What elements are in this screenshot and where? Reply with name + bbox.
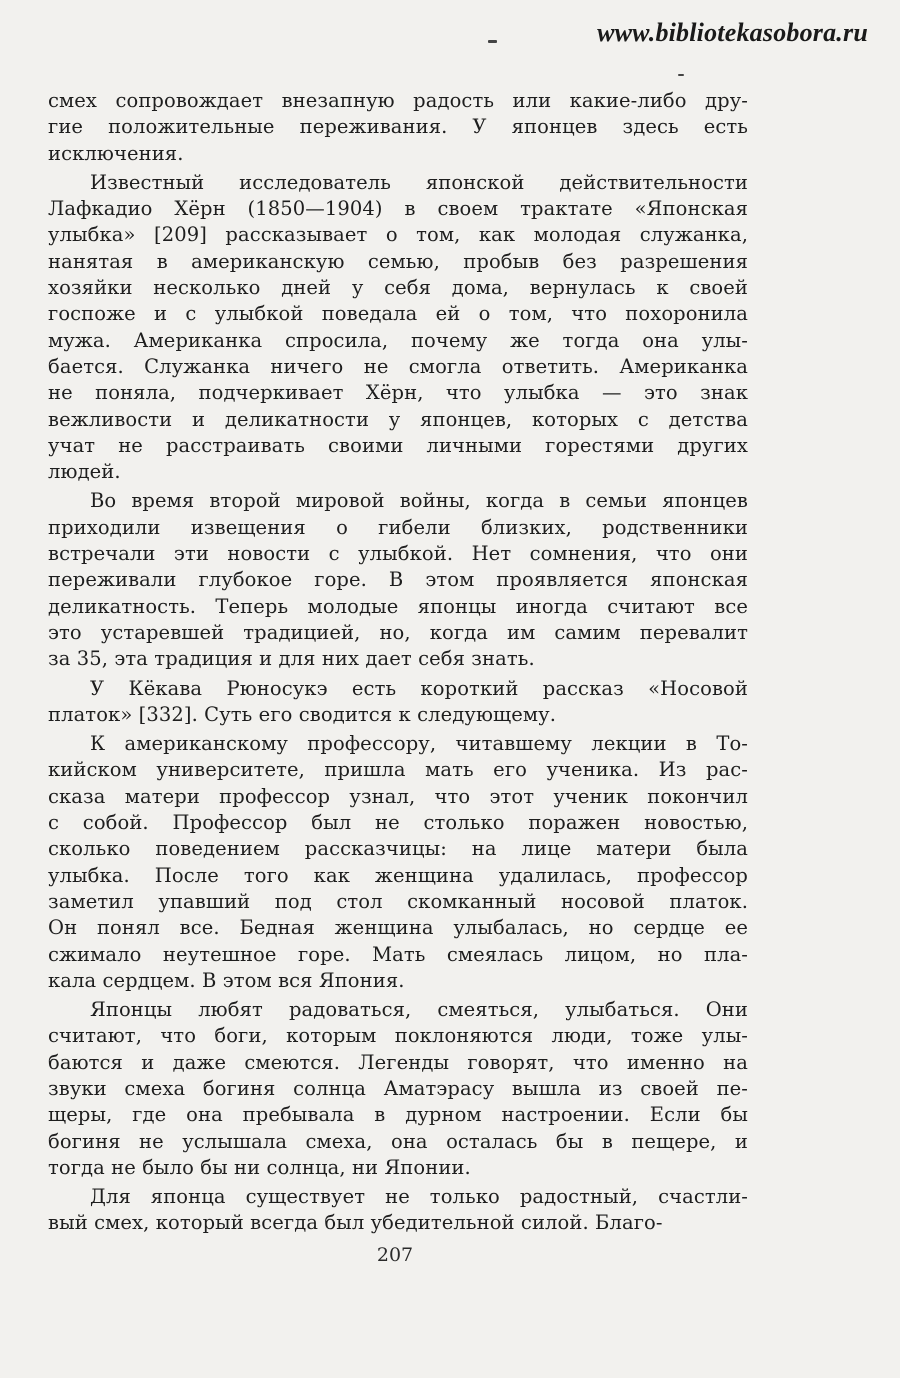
text-line: сказа матери профессор узнал, что этот ученик покончил <box>48 784 748 808</box>
watermark: www.bibliotekasobora.ru <box>597 18 868 47</box>
text-line: богиня не услышала смеха, она осталась бы в пещере, и <box>48 1129 748 1153</box>
text-line: приходили извещения о гибели близких, родственники <box>48 515 748 539</box>
text-line: Он понял все. Бедная женщина улыбалась, но сердце ее <box>48 916 748 940</box>
text-line: это устаревшей традицией, но, когда им самим перевалит <box>48 620 748 644</box>
page-body <box>48 88 748 1237</box>
text-line: переживали глубокое горе. В этом проявляется японская <box>48 568 748 592</box>
text-line: платок» [332]. Суть его сводится к следующему. <box>48 702 557 726</box>
text-line: гие положительные переживания. У японцев здесь есть <box>48 115 748 139</box>
text-line: кала сердцем. В этом вся Япония. <box>48 968 405 992</box>
text-line: с собой. Профессор был не столько поражен новостью, <box>48 811 748 835</box>
text-line: кийском университете, пришла мать его ученика. Из рас- <box>48 758 748 782</box>
text-line: нанятая в американскую семью, пробыв без разрешения <box>48 249 748 273</box>
paragraph <box>48 170 748 486</box>
text-line: деликатность. Теперь молодые японцы иногда считают все <box>48 594 748 618</box>
text-line: смех сопровождает внезапную радость или какие-либо дру- <box>48 89 748 112</box>
text-line: сжимало неутешное горе. Мать смеялась лицом, но пла- <box>48 942 748 966</box>
paragraph <box>48 1184 748 1237</box>
text-line: встречали эти новости с улыбкой. Нет сомнения, что они <box>48 542 748 566</box>
paragraph <box>48 88 748 167</box>
text-line: исключения. <box>48 141 184 165</box>
text-line: Во время второй мировой войны, когда в семьи японцев <box>90 489 748 513</box>
text-line: сколько поведением рассказчицы: на лице матери была <box>48 837 748 861</box>
text-line: вый смех, который всегда был убедительной силой. Благо- <box>48 1211 663 1235</box>
print-speck <box>678 74 684 76</box>
print-speck <box>488 40 497 43</box>
paragraph <box>48 488 748 672</box>
text-line: Для японца существует не только радостный, счастли- <box>90 1185 748 1209</box>
text-line: за 35, эта традиция и для них дает себя знать. <box>48 647 535 671</box>
text-line: Известный исследователь японской действительности <box>90 170 748 194</box>
text-line: учат не расстраивать своими личными горестями других <box>48 433 748 457</box>
text-line: заметил упавший под стол скомканный носовой платок. <box>48 889 748 913</box>
text-line: Лафкадио Хёрн (1850—1904) в своем трактате «Японская <box>48 197 748 221</box>
paragraph <box>48 731 748 994</box>
text-line: К американскому профессору, читавшему лекции в То- <box>90 732 748 756</box>
text-line: не поняла, подчеркивает Хёрн, что улыбка — это знак <box>48 381 748 405</box>
text-line: мужа. Американка спросила, почему же тогда она улы- <box>48 328 748 352</box>
text-line: считают, что боги, которым поклоняются люди, тоже улы- <box>48 1024 748 1048</box>
text-line: вежливости и деликатности у японцев, которых с детства <box>48 407 748 431</box>
text-line: бается. Служанка ничего не смогла ответить. Американка <box>48 354 748 378</box>
paragraph <box>48 676 748 729</box>
text-line: звуки смеха богиня солнца Аматэрасу вышла из своей пе- <box>48 1076 748 1100</box>
text-line: баются и даже смеются. Легенды говорят, что именно на <box>48 1050 748 1074</box>
text-line: Японцы любят радоваться, смеяться, улыбаться. Они <box>90 998 748 1022</box>
text-line: людей. <box>48 460 121 484</box>
text-line: улыбка» [209] рассказывает о том, как молодая служанка, <box>48 223 748 247</box>
text-line: тогда не было бы ни солнца, ни Японии. <box>48 1155 471 1179</box>
page-number: 207 <box>376 1244 414 1266</box>
paragraph <box>48 997 748 1181</box>
text-line: хозяйки несколько дней у себя дома, вернулась к своей <box>48 276 748 300</box>
text-line: улыбка. После того как женщина удалилась, профессор <box>48 863 748 887</box>
text-line: госпоже и с улыбкой поведала ей о том, что похоронила <box>48 302 748 326</box>
text-line: У Кёкава Рюносукэ есть короткий рассказ «Носовой <box>90 676 748 700</box>
text-line: щеры, где она пребывала в дурном настроении. Если бы <box>48 1103 748 1127</box>
